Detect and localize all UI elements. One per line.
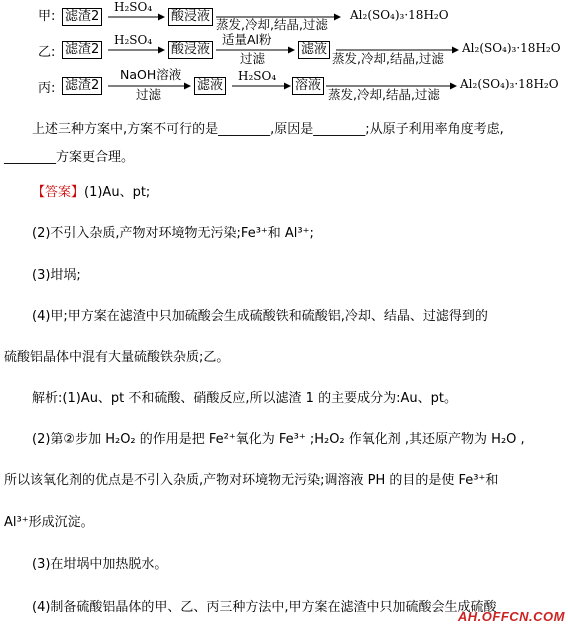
watermark: AH.OFFCN.COM	[457, 609, 565, 624]
scheme-yi-box2: 酸浸液	[168, 41, 213, 59]
scheme-yi-reagent2: 适量Al粉	[222, 32, 272, 47]
scheme-bing-step3-condition: 蒸发,冷却,结晶,过滤	[328, 87, 440, 102]
scheme-yi-step3-condition: 蒸发,冷却,结晶,过滤	[332, 51, 444, 66]
answer-2: (2)不引入杂质,产物对环境物无污染;Fe³⁺和 Al³⁺;	[32, 226, 314, 241]
answer-line1	[32, 181, 150, 200]
scheme-bing-box1: 滤渣2	[62, 77, 102, 95]
analysis-2-line2: 所以该氧化剂的优点是不引入杂质,产物对环境物无污染;调溶液 PH 的目的是使 Fe³⁺和	[4, 473, 499, 488]
question-line1: 上述三种方案中,方案不可行的是________,原因是________;从原子利用率角度考虑,	[32, 122, 504, 137]
analysis-3: (3)在坩埚中加热脱水。	[32, 557, 168, 572]
scheme-yi-product: Al₂(SO₄)₃·18H₂O	[462, 41, 561, 55]
analysis-4: (4)制备硫酸铝晶体的甲、乙、丙三种方法中,甲方案在滤渣中只加硫酸会生成硫酸	[32, 600, 497, 615]
scheme-jia-label: 甲:	[38, 9, 56, 24]
scheme-bing-reagent1: NaOH溶液	[120, 67, 182, 82]
scheme-bing-box3: 溶液	[292, 77, 324, 95]
scheme-yi-reagent1: H₂SO₄	[114, 33, 153, 47]
scheme-jia-reagent1: H₂SO₄	[114, 0, 153, 14]
answer-1: (1)Au、pt;	[84, 185, 151, 200]
analysis-2-line1: (2)第②步加 H₂O₂ 的作用是把 Fe²⁺氧化为 Fe³⁺ ;H₂O₂ 作氧化剂 ,其还原产物为 H₂O ,	[32, 432, 525, 447]
scheme-bing-box2: 滤液	[194, 77, 226, 95]
scheme-bing-label: 丙:	[38, 81, 56, 96]
analysis-2-line3: Al³⁺形成沉淀。	[4, 515, 94, 530]
scheme-jia-step2-condition: 蒸发,冷却,结晶,过滤	[216, 17, 328, 32]
analysis-1: 解析:(1)Au、pt 不和硫酸、硝酸反应,所以滤渣 1 的主要成分为:Au、pt。	[32, 391, 457, 406]
answer-4-line2: 硫酸铝晶体中混有大量硫酸铁杂质;乙。	[4, 350, 230, 365]
scheme-bing-product: Al₂(SO₄)₃·18H₂O	[460, 77, 559, 91]
answer-3: (3)坩埚;	[32, 268, 81, 283]
scheme-jia-box1: 滤渣2	[62, 8, 102, 26]
scheme-yi-step2-condition: 过滤	[240, 51, 266, 66]
scheme-yi-box3: 滤液	[298, 41, 330, 59]
scheme-yi-box1: 滤渣2	[62, 41, 102, 59]
scheme-yi-label: 乙:	[38, 45, 56, 60]
scheme-jia-product: Al₂(SO₄)₃·18H₂O	[350, 8, 449, 22]
scheme-jia-box2: 酸浸液	[168, 8, 213, 26]
scheme-bing-step1-condition: 过滤	[136, 87, 162, 102]
answer-label: 【答案】	[32, 185, 85, 200]
answer-4-line1: (4)甲;甲方案在滤渣中只加硫酸会生成硫酸铁和硫酸铝,冷却、结晶、过滤得到的	[32, 309, 488, 324]
scheme-bing-reagent2: H₂SO₄	[238, 69, 277, 83]
question-line2: ________方案更合理。	[4, 150, 135, 165]
